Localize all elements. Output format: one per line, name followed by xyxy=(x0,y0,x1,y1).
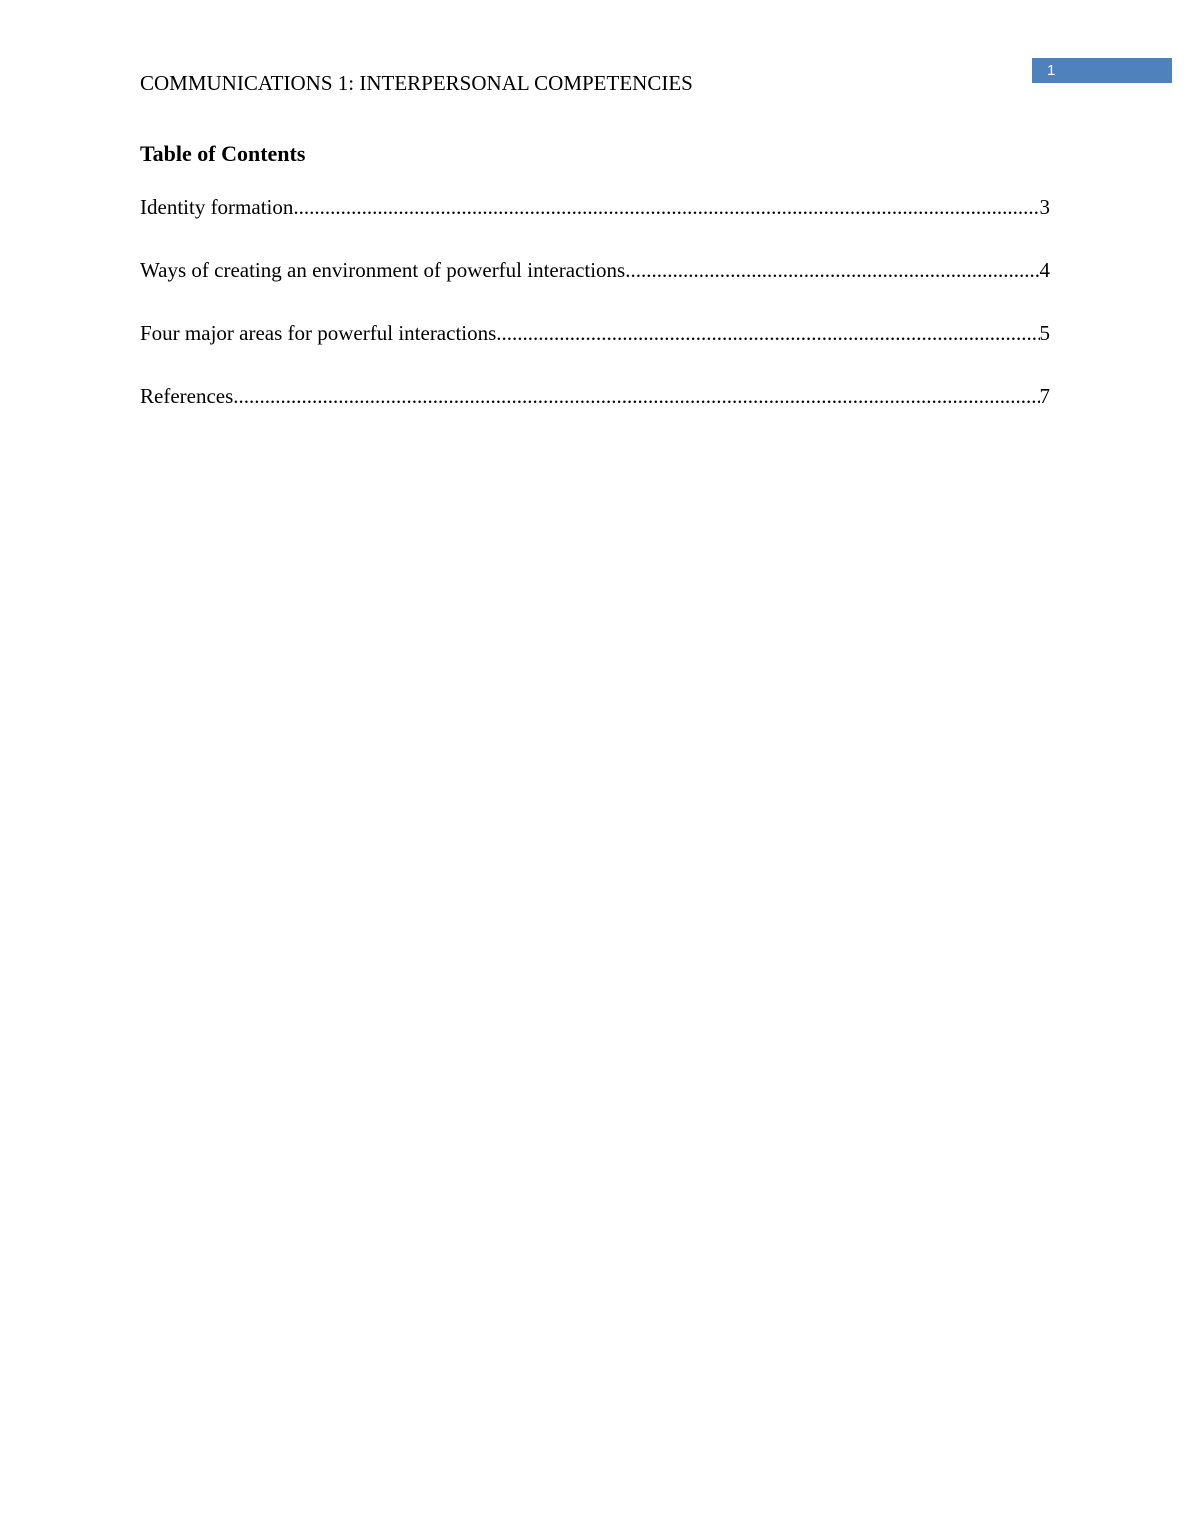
toc-entry-title: Four major areas for powerful interactions xyxy=(140,321,497,345)
toc-entry-identity-formation[interactable] xyxy=(140,193,1050,256)
toc-entry-title: References xyxy=(140,384,234,408)
toc-entry-title: Ways of creating an environment of powerful interactions xyxy=(140,258,626,282)
toc-dot-leader xyxy=(293,193,1039,221)
toc-entry-page: 3 xyxy=(1039,195,1050,219)
toc-list xyxy=(140,193,1050,445)
toc-dot-leader xyxy=(233,382,1039,410)
toc-entry-references[interactable] xyxy=(140,382,1050,445)
toc-entry-four-major-areas[interactable] xyxy=(140,319,1050,382)
toc-entry-page: 4 xyxy=(1039,258,1050,282)
page-number: 1 xyxy=(1047,62,1056,79)
running-head: COMMUNICATIONS 1: INTERPERSONAL COMPETENCIES xyxy=(140,71,693,95)
toc-entry-page: 5 xyxy=(1039,321,1050,345)
toc-entry-page: 7 xyxy=(1039,384,1050,408)
toc-dot-leader xyxy=(625,256,1039,284)
page-number-badge xyxy=(1032,58,1172,83)
toc-entry-ways-of-creating[interactable] xyxy=(140,256,1050,319)
toc-entry-title: Identity formation xyxy=(140,195,294,219)
toc-heading: Table of Contents xyxy=(140,141,306,166)
toc-dot-leader xyxy=(496,319,1039,347)
